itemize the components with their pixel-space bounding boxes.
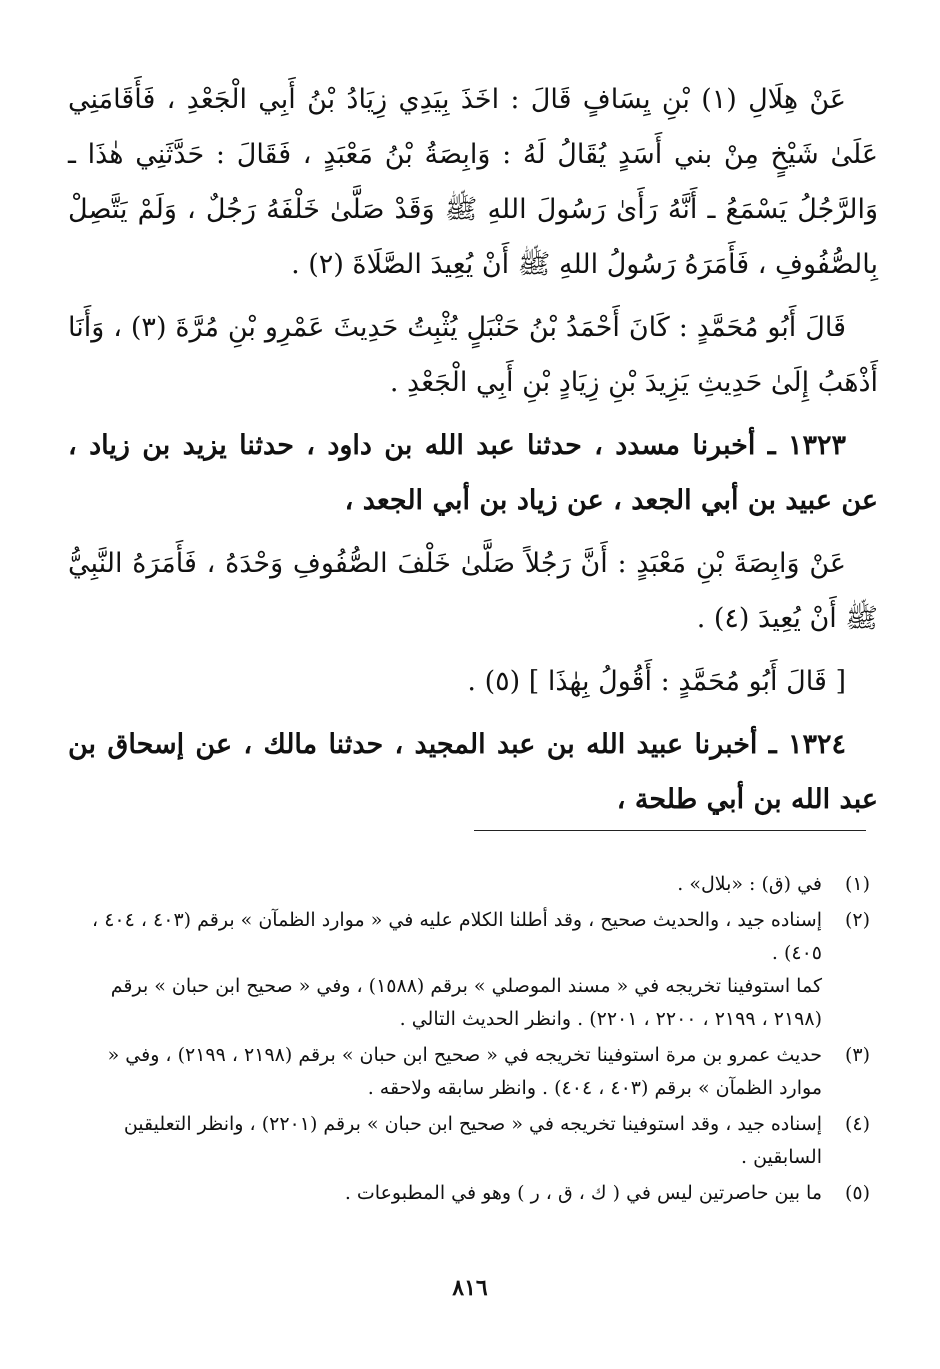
hadith-1324-isnad: ١٣٢٤ ـ أخبرنا عبيد الله بن عبد المجيد ، حدثنا مالك ، عن إسحاق بن عبد الله بن أبي طلحة ، <box>68 729 878 815</box>
footnote-number: (٢) <box>844 909 870 931</box>
footnote-number: (١) <box>844 873 870 895</box>
footnote-5 <box>68 1177 870 1210</box>
footnote-3 <box>68 1039 870 1105</box>
footnote-4 <box>68 1108 870 1174</box>
footnote-1 <box>68 868 870 901</box>
hadith-1323-isnad: ١٣٢٣ ـ أخبرنا مسدد ، حدثنا عبد الله بن داود ، حدثنا يزيد بن زياد ، عن عبيد بن أبي الجعد ، عن زياد بن أبي الجعد ، <box>68 430 878 516</box>
hadith-paragraph-1: عَنْ هِلَالِ (١) بْنِ يِسَافٍ قَالَ : اخَذَ بِيَدِي زِيَادُ بْنُ أَبِي الْجَعْدِ ، فَأَقَامَنِي عَلَىٰ شَيْخٍ مِنْ بني أَسَدٍ يُقَالُ لَهُ : وَابِصَةُ بْنُ مَعْبَدٍ ، فَقَالَ : حَدَّثَنِي هٰذَا ـ وَالرَّجُلُ يَسْمَعُ ـ أَنَّهُ رَأَىٰ رَسُولَ اللهِ ﷺ وَقَدْ صَلَّىٰ خَلْفَهُ رَجُلٌ ، وَلَمْ يَتَّصِلْ بِالصُّفُوفِ ، فَأَمَرَهُ رَسُولُ اللهِ ﷺ أَنْ يُعِيدَ الصَّلَاةَ (٢) . <box>68 84 878 280</box>
footnotes <box>68 868 870 1213</box>
footnote-text: كما استوفينا تخريجه في « مسند الموصلي » برقم (١٥٨٨) ، وفي « صحيح ابن حبان » برقم (٢١٩٨ ، ٢١٩٩ ، ٢٢٠٠ ، ٢٢٠١) . وانظر الحديث التالي . <box>110 975 822 1030</box>
footnote-2 <box>68 904 870 1036</box>
commentary-paragraph-1: قَالَ أَبُو مُحَمَّدٍ : كَانَ أَحْمَدُ بْنُ حَنْبَلٍ يُثْبِتُ حَدِيثَ عَمْرِو بْنِ مُرَّةَ (٣) ، وَأَنَا أَذْهَبُ إِلَىٰ حَدِيثِ يَزِيدَ بْنِ زِيَادٍ بْنِ أَبِي الْجَعْدِ . <box>68 312 878 398</box>
main-text <box>68 72 878 827</box>
footnote-text: ما بين حاصرتين ليس في ( ك ، ق ، ر ) وهو في المطبوعات . <box>344 1182 822 1204</box>
hadith-1323-matn: عَنْ وَابِصَةَ بْنِ مَعْبَدٍ : أَنَّ رَجُلاً صَلَّىٰ خَلْفَ الصُّفُوفِ وَحْدَهُ ، فَأَمَرَهُ النَّبِيُّ ﷺ أَنْ يُعِيدَ (٤) . <box>68 548 878 634</box>
footnote-number: (٣) <box>844 1044 870 1066</box>
footnote-text: إسناده جيد ، وقد استوفينا تخريجه في « صحيح ابن حبان » برقم (٢٢٠١) ، وانظر التعليقين السابقين . <box>123 1113 822 1168</box>
footnote-number: (٤) <box>844 1113 870 1135</box>
footnote-text: حديث عمرو بن مرة استوفينا تخريجه في « صحيح ابن حبان » برقم (٢١٩٨ ، ٢١٩٩) ، وفي « موارد الظمآن » برقم (٤٠٣ ، ٤٠٤) . وانظر سابقه ولاحقه . <box>107 1044 822 1099</box>
footnote-separator <box>474 830 866 831</box>
commentary-paragraph-2: [ قَالَ أَبُو مُحَمَّدٍ : أَقُولُ بِهٰذَا ] (٥) . <box>467 666 846 697</box>
page-number: ٨١٦ <box>452 1275 488 1301</box>
footnote-text: في (ق) : «بلال» . <box>677 873 822 895</box>
footnote-number: (٥) <box>844 1182 870 1204</box>
footnote-text: إسناده جيد ، والحديث صحيح ، وقد أطلنا الكلام عليه في « موارد الظمآن » برقم (٤٠٣ ، ٤٠٤ ، ٤٠٥) . <box>92 909 822 964</box>
